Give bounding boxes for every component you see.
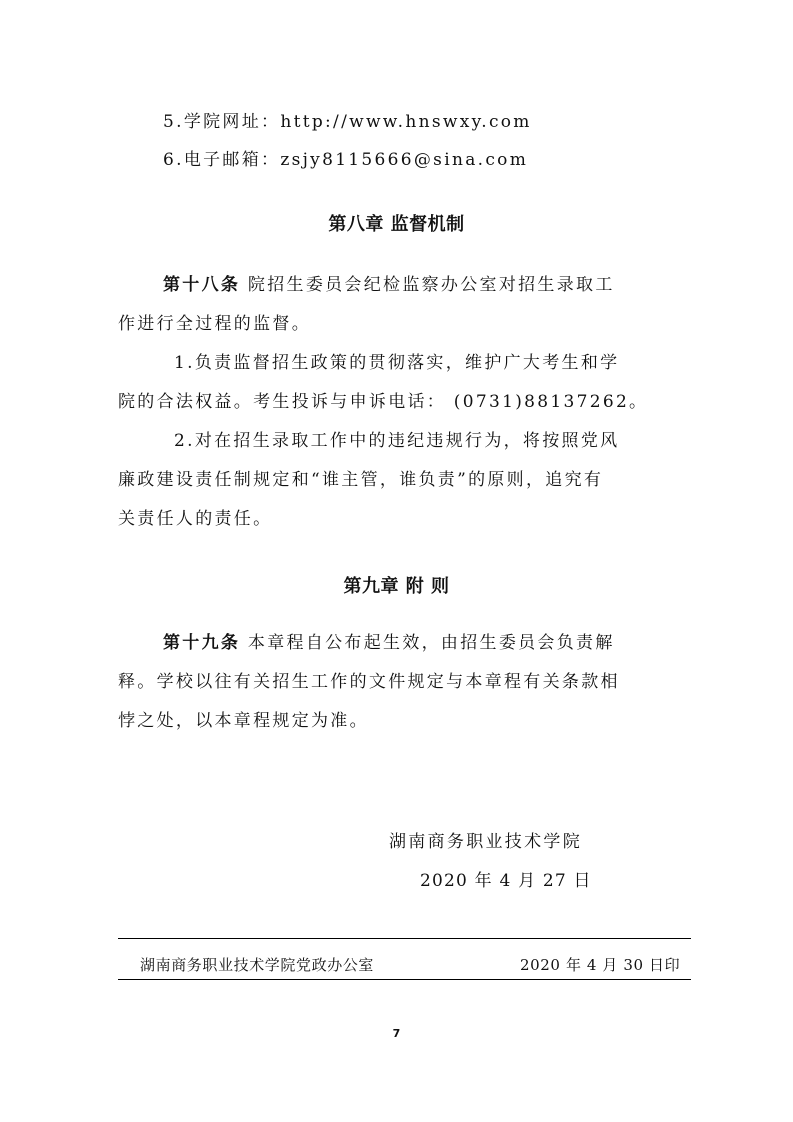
chapter-8-heading: 第八章 监督机制 — [328, 214, 465, 235]
article-19-label: 第十九条 — [163, 633, 241, 653]
item-2-line-3: 关责任人的责任。 — [118, 509, 273, 529]
footer-office: 湖南商务职业技术学院党政办公室 — [140, 956, 375, 974]
footer-top-rule — [118, 938, 691, 939]
chapter-9-heading: 第九章 附 则 — [343, 576, 450, 597]
page-number: 7 — [392, 1027, 401, 1040]
item-1-line-2: 院的合法权益。考生投诉与申诉电话： (0731)88137262。 — [118, 392, 649, 412]
article-19-line-3: 悖之处，以本章程规定为准。 — [118, 711, 369, 731]
footer-print-date: 2020 年 4 月 30 日印 — [520, 956, 681, 974]
item-1-line-1: 1.负责监督招生政策的贯彻落实，维护广大考生和学 — [174, 353, 620, 373]
footer-bottom-rule — [118, 979, 691, 980]
item-2-line-2: 廉政建设责任制规定和“谁主管，谁负责”的原则，追究有 — [118, 470, 604, 490]
email-line: 6.电子邮箱：zsjy8115666@sina.com — [163, 150, 529, 170]
article-18-text-1: 院招生委员会纪检监察办公室对招生录取工 — [247, 275, 615, 295]
article-19-line-1 — [163, 633, 615, 653]
item-2-line-1: 2.对在招生录取工作中的违纪违规行为，将按照党风 — [174, 431, 620, 451]
article-18-line-1 — [163, 275, 615, 295]
article-18-label: 第十八条 — [163, 275, 241, 295]
article-19-text-1: 本章程自公布起生效，由招生委员会负责解 — [247, 633, 615, 653]
article-18-line-2: 作进行全过程的监督。 — [118, 314, 311, 334]
signature-date: 2020 年 4 月 27 日 — [420, 871, 592, 891]
website-line: 5.学院网址：http://www.hnswxy.com — [163, 112, 532, 132]
article-19-line-2: 释。学校以往有关招生工作的文件规定与本章程有关条款相 — [118, 672, 620, 692]
signature-org: 湖南商务职业技术学院 — [389, 832, 582, 852]
